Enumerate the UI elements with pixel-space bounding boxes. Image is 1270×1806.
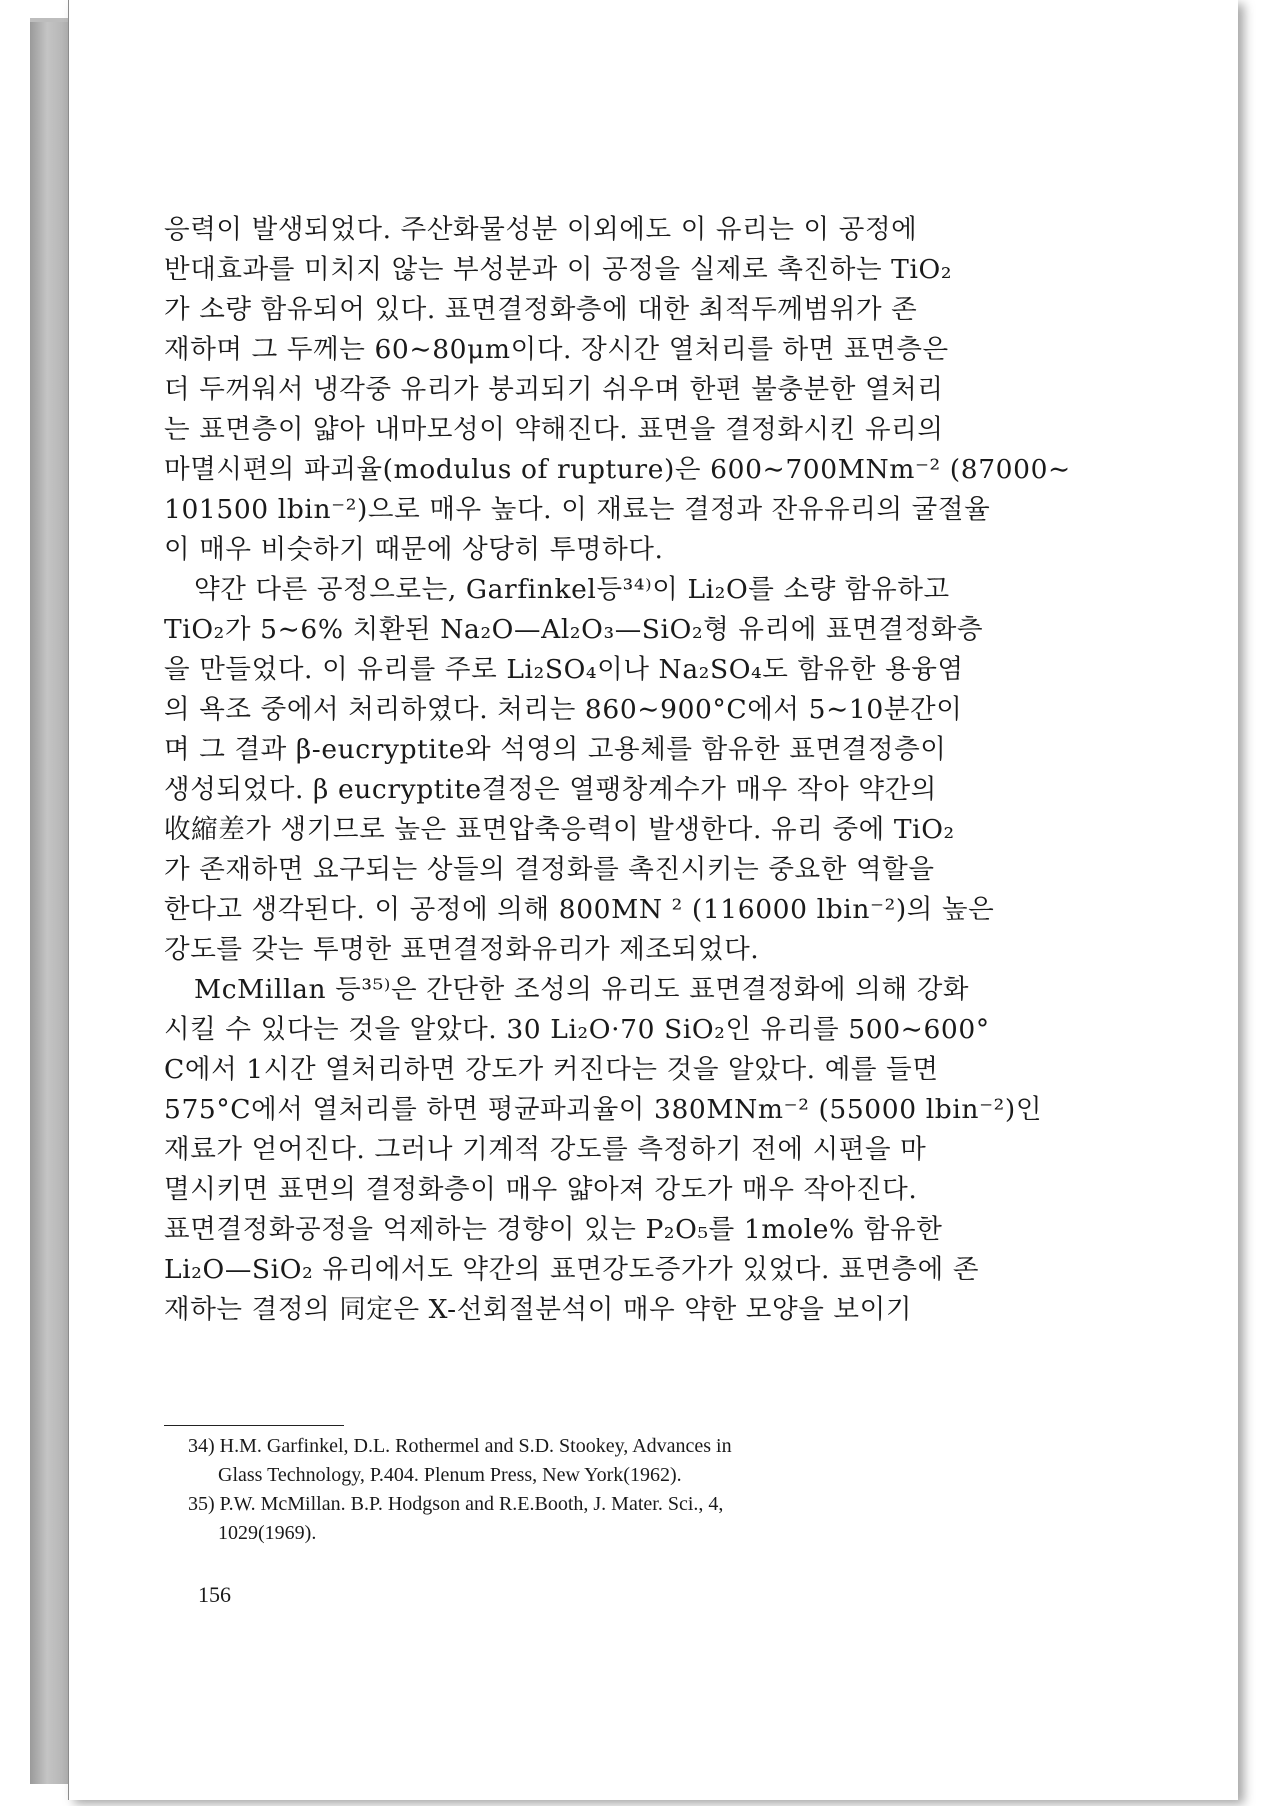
footnote-divider <box>164 1425 344 1426</box>
body-line: 재료가 얻어진다. 그러나 기계적 강도를 측정하기 전에 시편을 마 <box>164 1134 927 1165</box>
body-line: 가 소량 함유되어 있다. 표면결정화층에 대한 최적두께범위가 존 <box>164 294 918 325</box>
page-number: 156 <box>198 1582 231 1607</box>
body-line: 가 존재하면 요구되는 상들의 결정화를 촉진시키는 중요한 역할을 <box>164 854 935 885</box>
body-text <box>164 210 1094 1330</box>
body-line: 이 매우 비슷하기 때문에 상당히 투명하다. <box>164 534 664 565</box>
body-line: 생성되었다. β eucryptite결정은 열팽창계수가 매우 작아 약간의 <box>164 774 937 805</box>
body-line: 한다고 생각된다. 이 공정에 의해 800MN ² (116000 lbin⁻²)의 높은 <box>164 894 995 925</box>
footnote-34-cont: Glass Technology, P.404. Plenum Press, New York(1962). <box>218 1464 682 1486</box>
footnote-34: 34) H.M. Garfinkel, D.L. Rothermel and S.D. Stookey, Advances in <box>188 1435 732 1457</box>
body-line: 575°C에서 열처리를 하면 평균파괴율이 380MNm⁻² (55000 lbin⁻²)인 <box>164 1094 1043 1125</box>
paragraph-start-line: McMillan 등³⁵⁾은 간단한 조성의 유리도 표면결정화에 의해 강화 <box>194 974 970 1005</box>
body-line: 마멸시편의 파괴율(modulus of rupture)은 600∼700MNm⁻² (87000∼ <box>164 454 1071 485</box>
body-line: 며 그 결과 β-eucryptite와 석영의 고용체를 함유한 표면결정층이 <box>164 734 947 765</box>
paragraph-start-line: 약간 다른 공정으로는, Garfinkel등³⁴⁾이 Li₂O를 소량 함유하고 <box>194 574 950 605</box>
body-line: 재하는 결정의 同定은 X-선회절분석이 매우 약한 모양을 보이기 <box>164 1294 913 1325</box>
footnote-35-cont: 1029(1969). <box>218 1522 317 1544</box>
body-line: 101500 lbin⁻²)으로 매우 높다. 이 재료는 결정과 잔유유리의 굴절율 <box>164 494 991 525</box>
footnote-35: 35) P.W. McMillan. B.P. Hodgson and R.E.Booth, J. Mater. Sci., 4, <box>188 1493 724 1515</box>
body-line: 시킬 수 있다는 것을 알았다. 30 Li₂O·70 SiO₂인 유리를 500∼600° <box>164 1014 990 1045</box>
body-line: C에서 1시간 열처리하면 강도가 커진다는 것을 알았다. 예를 들면 <box>164 1054 939 1085</box>
book-spine-edge <box>30 22 68 1784</box>
body-line: 재하며 그 두께는 60∼80μm이다. 장시간 열처리를 하면 표면층은 <box>164 334 949 365</box>
body-line: 더 두꺼워서 냉각중 유리가 붕괴되기 쉬우며 한편 불충분한 열처리 <box>164 374 944 405</box>
body-line: Li₂O—SiO₂ 유리에서도 약간의 표면강도증가가 있었다. 표면층에 존 <box>164 1254 980 1285</box>
body-line: 반대효과를 미치지 않는 부성분과 이 공정을 실제로 촉진하는 TiO₂ <box>164 254 953 285</box>
body-line: TiO₂가 5∼6% 치환된 Na₂O—Al₂O₃—SiO₂형 유리에 표면결정화층 <box>164 614 984 645</box>
footnotes <box>188 1432 1088 1548</box>
body-line: 강도를 갖는 투명한 표면결정화유리가 제조되었다. <box>164 934 760 965</box>
body-line: 을 만들었다. 이 유리를 주로 Li₂SO₄이나 Na₂SO₄도 함유한 용융염 <box>164 654 964 685</box>
body-line: 표면결정화공정을 억제하는 경향이 있는 P₂O₅를 1mole% 함유한 <box>164 1214 943 1245</box>
body-line: 응력이 발생되었다. 주산화물성분 이외에도 이 유리는 이 공정에 <box>164 214 918 245</box>
body-line: 收縮差가 생기므로 높은 표면압축응력이 발생한다. 유리 중에 TiO₂ <box>164 814 955 845</box>
body-line: 의 욕조 중에서 처리하였다. 처리는 860∼900°C에서 5∼10분간이 <box>164 694 963 725</box>
body-line: 멸시키면 표면의 결정화층이 매우 얇아져 강도가 매우 작아진다. <box>164 1174 918 1205</box>
body-line: 는 표면층이 얇아 내마모성이 약해진다. 표면을 결정화시킨 유리의 <box>164 414 944 445</box>
